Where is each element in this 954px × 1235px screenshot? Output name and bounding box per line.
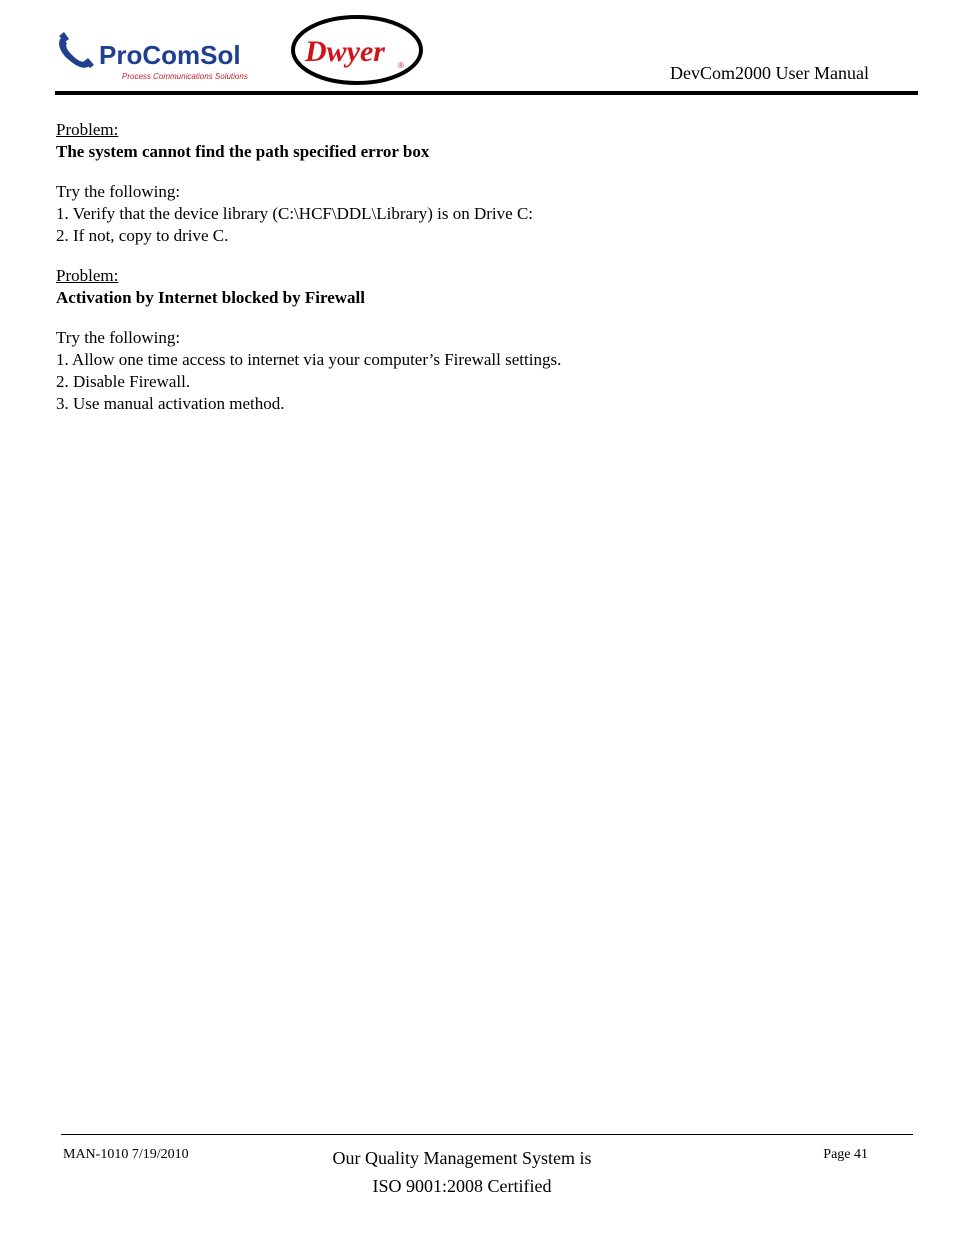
procomsol-logo — [55, 30, 287, 90]
step-item: 1. Verify that the device library (C:\HCF\DDL\Library) is on Drive C: — [56, 204, 534, 223]
problem-label: Problem: — [56, 266, 119, 285]
quality-statement — [270, 1144, 654, 1200]
phone-handset-logo-icon — [59, 32, 94, 68]
document-id: MAN-1010 7/19/2010 — [63, 1147, 189, 1162]
solution-steps-1 — [56, 181, 916, 247]
problem-section-1 — [56, 119, 916, 163]
problem-title: Activation by Internet blocked by Firewall — [56, 288, 365, 307]
document-title: DevCom2000 User Manual — [670, 63, 869, 83]
procomsol-tagline: Process Communications Solutions — [122, 72, 248, 81]
problem-label: Problem: — [56, 120, 119, 139]
steps-intro: Try the following: — [56, 182, 181, 201]
steps-intro: Try the following: — [56, 328, 181, 347]
problem-title: The system cannot find the path specified error box — [56, 142, 430, 161]
header-divider — [55, 91, 918, 95]
page-content — [56, 119, 916, 433]
header-logos — [55, 14, 425, 86]
quality-line-2: ISO 9001:2008 Certified — [372, 1176, 552, 1196]
quality-line-1: Our Quality Management System is — [332, 1148, 592, 1168]
page-number: Page 41 — [823, 1147, 868, 1162]
solution-steps-2 — [56, 327, 916, 415]
step-item: 1. Allow one time access to internet via your computer’s Firewall settings. — [56, 350, 562, 369]
dwyer-logo — [289, 14, 425, 86]
procomsol-wordmark: ProComSol — [99, 40, 241, 70]
step-item: 2. Disable Firewall. — [56, 372, 191, 391]
footer-divider — [61, 1134, 913, 1135]
dwyer-wordmark: Dwyer — [305, 35, 385, 68]
step-item: 3. Use manual activation method. — [56, 394, 285, 413]
step-item: 2. If not, copy to drive C. — [56, 226, 229, 245]
problem-section-2 — [56, 265, 916, 309]
dwyer-registered-mark: ® — [398, 61, 404, 70]
